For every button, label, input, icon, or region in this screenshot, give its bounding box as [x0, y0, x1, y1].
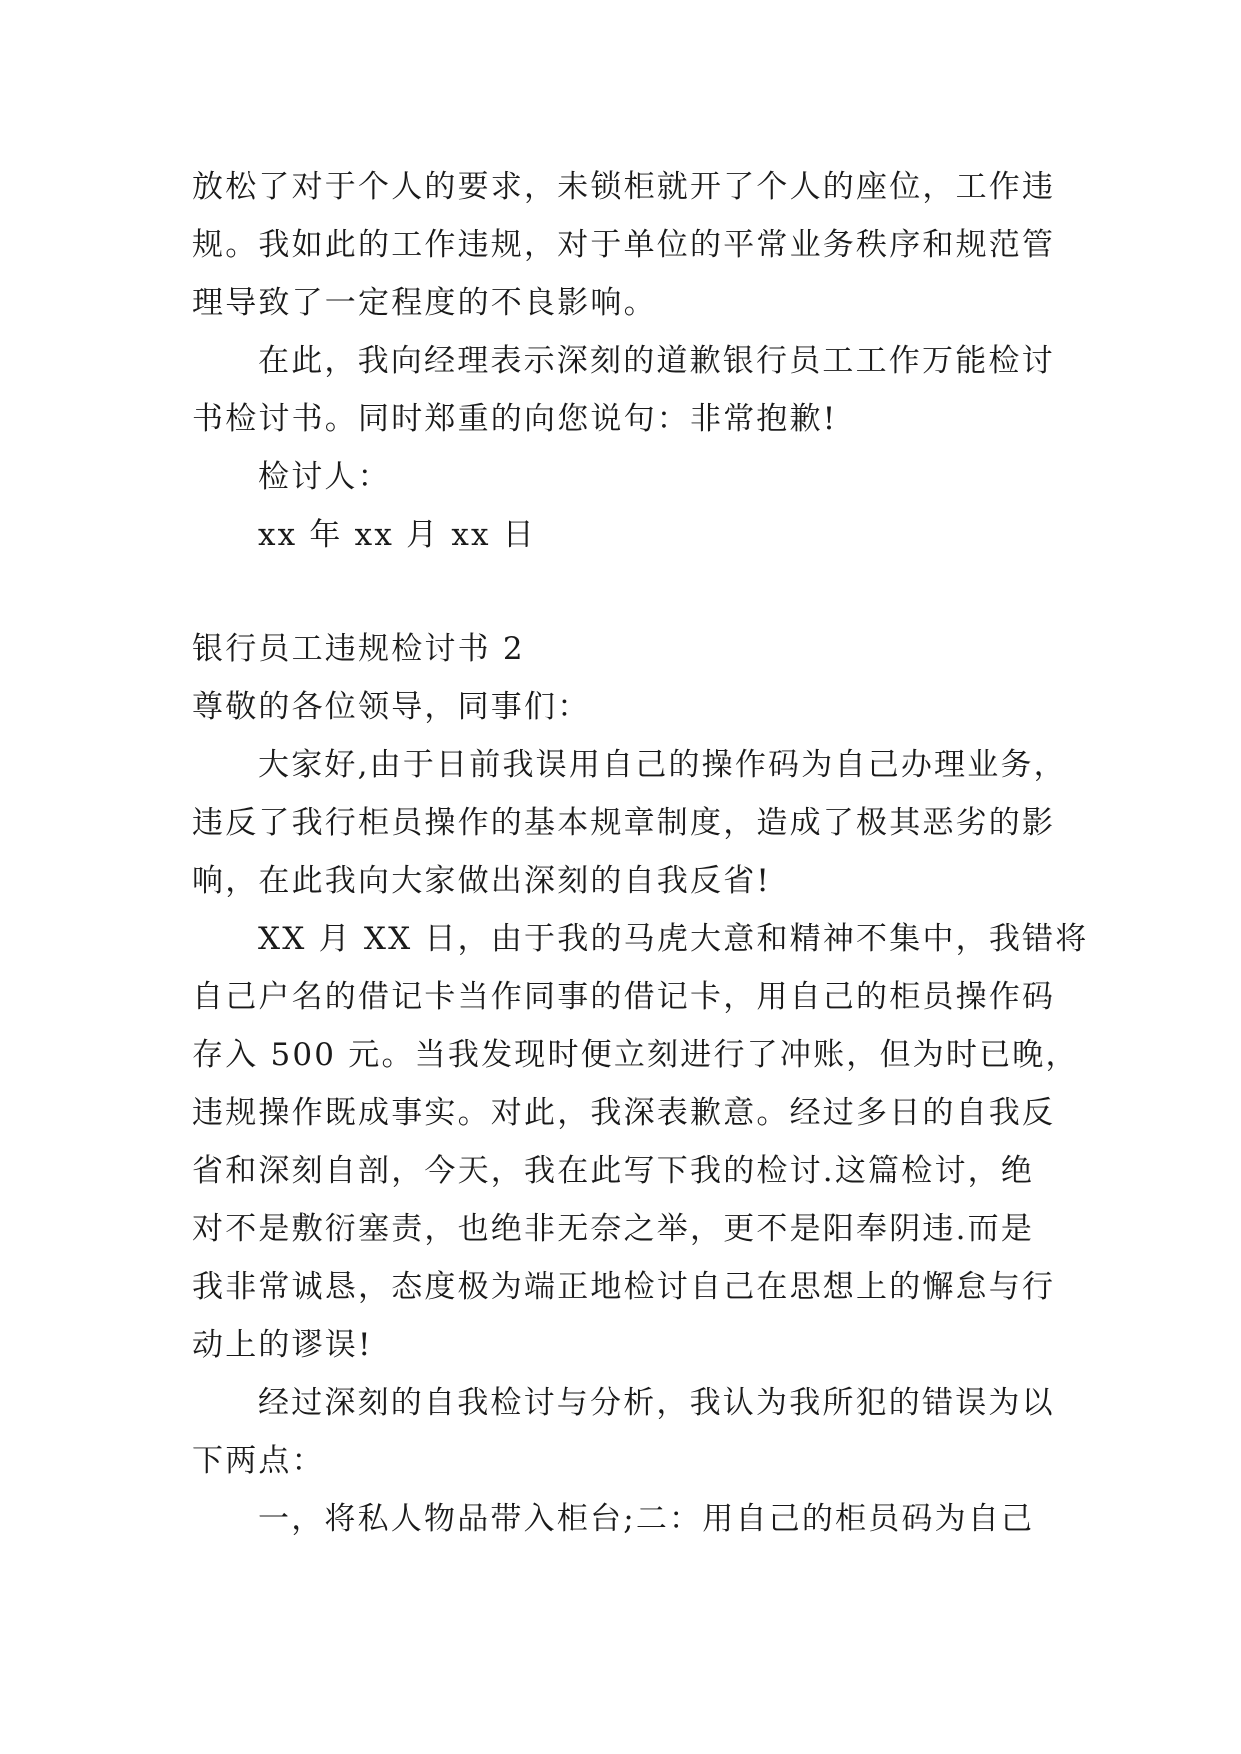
text-line: 自己户名的借记卡当作同事的借记卡，用自己的柜员操作码: [192, 979, 1056, 1015]
text-line: 一，将私人物品带入柜台;二：用自己的柜员码为自己: [258, 1501, 1035, 1537]
text-line: 违规操作既成事实。对此，我深表歉意。经过多日的自我反: [192, 1095, 1056, 1131]
text-line: 下两点：: [192, 1443, 325, 1479]
section-title: 银行员工违规检讨书 2: [192, 631, 525, 667]
text-line: 放松了对于个人的要求，未锁柜就开了个人的座位，工作违: [192, 169, 1056, 205]
date-line: xx 年 xx 月 xx 日: [258, 517, 536, 553]
salutation: 尊敬的各位领导，同事们：: [192, 689, 591, 725]
text-line: XX 月 XX 日，由于我的马虎大意和精神不集中，我错将: [258, 921, 1089, 957]
text-line: 大家好,由于日前我误用自己的操作码为自己办理业务，: [258, 747, 1067, 783]
text-line: 书检讨书。同时郑重的向您说句：非常抱歉!: [192, 401, 838, 437]
text-line: 理导致了一定程度的不良影响。: [192, 285, 657, 321]
text-line: 省和深刻自剖，今天，我在此写下我的检讨.这篇检讨，绝: [192, 1153, 1035, 1189]
text-line: 动上的谬误!: [192, 1327, 373, 1363]
text-line: 经过深刻的自我检讨与分析，我认为我所犯的错误为以: [258, 1385, 1055, 1421]
text-line: 在此，我向经理表示深刻的道歉银行员工工作万能检讨: [258, 343, 1055, 379]
signature-label: 检讨人：: [258, 459, 391, 495]
text-line: 存入 500 元。当我发现时便立刻进行了冲账，但为时已晚，: [192, 1037, 1079, 1073]
text-line: 我非常诚恳，态度极为端正地检讨自己在思想上的懈怠与行: [192, 1269, 1056, 1305]
text-line: 响，在此我向大家做出深刻的自我反省!: [192, 863, 772, 899]
text-line: 对不是敷衍塞责，也绝非无奈之举，更不是阳奉阴违.而是: [192, 1211, 1035, 1247]
text-line: 违反了我行柜员操作的基本规章制度，造成了极其恶劣的影: [192, 805, 1056, 841]
text-line: 规。我如此的工作违规，对于单位的平常业务秩序和规范管: [192, 227, 1056, 263]
